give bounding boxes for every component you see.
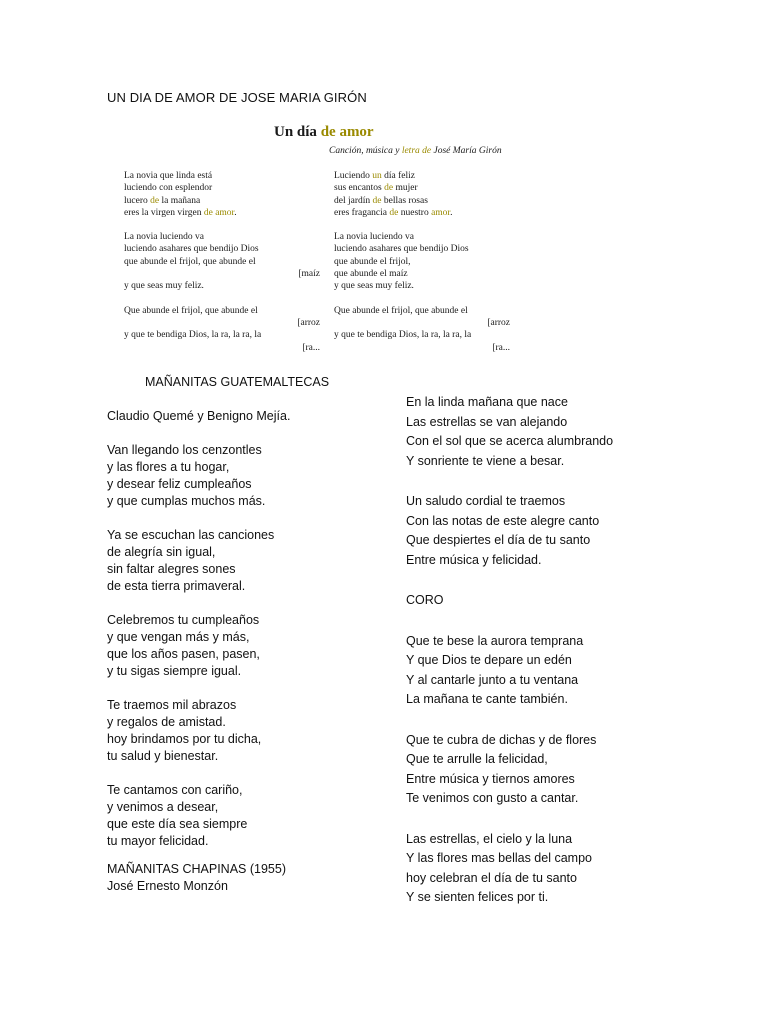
lyric-line: Y se sienten felices por ti.: [406, 890, 549, 904]
stanza-gap: [406, 570, 613, 591]
lyric-line: Que abunde el frijol, que abunde el: [124, 305, 258, 316]
stanza-gap: [107, 425, 290, 442]
lyric-segment: la mañana: [159, 195, 201, 206]
lyric-line: Y sonriente te viene a besar.: [406, 453, 565, 468]
lyric-line: Te venimos con gusto a cantar.: [406, 791, 579, 805]
scan-subtitle-part: Canción, música y: [329, 146, 402, 156]
lyric-line: Van llegando los cenzontles: [107, 443, 262, 457]
right-lyrics-column: [406, 393, 613, 908]
lyric-line: sin faltar alegres sones: [107, 562, 236, 576]
lyric-line: Te traemos mil abrazos: [107, 698, 237, 712]
scan-subtitle: [329, 146, 502, 156]
lyric-line: Celebremos tu cumpleaños: [107, 613, 260, 627]
lyric-line: La mañana te cante también.: [406, 692, 568, 706]
highlighted-word: un: [372, 171, 382, 181]
lyric-line: En la linda mañana que nace: [406, 395, 568, 409]
lyric-line: que abunde el maíz: [334, 269, 408, 280]
mananitas-chapinas-header: [107, 861, 286, 895]
lyric-segment: lucero: [124, 195, 151, 206]
stanza-gap: [406, 710, 613, 731]
scan-left-column: [124, 170, 324, 354]
scan-title-highlight: de amor: [320, 124, 374, 140]
lyric-line: La novia luciendo va: [334, 232, 414, 243]
lyric-line: luciendo asahares que bendijo Dios: [334, 244, 469, 255]
scanned-song-excerpt: [104, 114, 524, 354]
lyric-line: y que te bendiga Dios, la ra, la ra, la: [124, 330, 262, 341]
scan-right-column: [334, 170, 514, 354]
mananitas-guatemaltecas-lyrics: [107, 408, 290, 850]
lyric-line: Que te arrulle la felicidad,: [406, 752, 548, 766]
song-author: José Ernesto Monzón: [107, 879, 228, 893]
stanza-gap: [124, 219, 324, 231]
lyric-line: Entre música y felicidad.: [406, 552, 542, 567]
lyric-line: [334, 182, 514, 194]
lyric-line: Con las notas de este alegre canto: [406, 513, 600, 528]
lyric-line: y desear feliz cumpleaños: [107, 477, 252, 491]
lyric-segment: Luciendo: [334, 171, 373, 181]
lyric-line: y que vengan más y más,: [107, 630, 250, 644]
lyric-line: [334, 207, 514, 219]
scan-subtitle-part: José María Girón: [431, 146, 502, 156]
lyric-segment: .: [450, 207, 453, 218]
lyric-line: hoy brindamos por tu dicha,: [107, 732, 262, 746]
lyric-line: [334, 195, 514, 207]
lyric-line: Que despiertes el día de tu santo: [406, 533, 591, 547]
lyric-segment: nuestro: [398, 207, 432, 218]
stanza-gap: [334, 293, 514, 305]
lyric-line: [124, 207, 324, 219]
lyric-line-continuation: [arroz: [297, 317, 320, 328]
lyric-line: y que seas muy feliz.: [124, 281, 204, 292]
stanza-gap: [107, 680, 290, 697]
lyric-line: que abunde el frijol, que abunde el: [124, 256, 256, 267]
lyric-line: CORO: [406, 593, 444, 607]
lyric-line: que los años pasen, pasen,: [107, 647, 260, 661]
lyric-segment: sus encantos: [334, 183, 385, 194]
lyric-line: luciendo con esplendor: [124, 183, 213, 194]
lyric-line: Que te cubra de dichas y de flores: [406, 732, 597, 747]
stanza-gap: [406, 809, 613, 830]
lyric-line: [124, 195, 324, 207]
lyric-line: Las estrellas, el cielo y la luna: [406, 831, 573, 846]
lyric-segment: del jardín: [334, 195, 373, 206]
lyric-line: y las flores a tu hogar,: [107, 460, 230, 474]
scan-title: [274, 124, 374, 141]
scan-title-part: Un día: [274, 124, 321, 140]
highlighted-word: de: [150, 195, 160, 206]
lyric-line-continuation: [maíz: [298, 269, 320, 280]
highlighted-word: de amor: [203, 207, 235, 218]
lyric-line: y venimos a desear,: [107, 800, 219, 814]
lyric-line: Y al cantarle junto a tu ventana: [406, 672, 579, 687]
lyric-line: que este día sea siempre: [107, 817, 248, 831]
document-heading: UN DIA DE AMOR DE JOSE MARIA GIRÓN: [107, 90, 367, 105]
lyric-line: Y que Dios te depare un edén: [406, 653, 572, 667]
highlighted-word: de: [372, 195, 382, 206]
lyric-line: y que cumplas muchos más.: [107, 494, 266, 508]
lyric-line: de esta tierra primaveral.: [107, 579, 246, 593]
lyric-line: Con el sol que se acerca alumbrando: [406, 434, 614, 448]
song-authors: Claudio Quemé y Benigno Mejía.: [107, 409, 291, 423]
lyric-line: [334, 170, 514, 182]
lyric-line: La novia luciendo va: [124, 232, 204, 243]
stanza-gap: [334, 219, 514, 231]
lyric-line: Que abunde el frijol, que abunde el: [334, 305, 468, 316]
lyric-line-continuation: [ra...: [492, 342, 510, 353]
lyric-line: hoy celebran el día de tu santo: [406, 870, 577, 885]
song-title: MAÑANITAS CHAPINAS (1955): [107, 862, 286, 876]
lyric-line: y tu sigas siempre igual.: [107, 664, 242, 678]
lyric-segment: mujer: [393, 183, 418, 194]
lyric-line: luciendo asahares que bendijo Dios: [124, 244, 259, 255]
lyric-segment: bellas rosas: [381, 195, 428, 206]
mananitas-guatemaltecas-title: [145, 374, 329, 391]
lyric-segment: día feliz: [381, 171, 415, 181]
lyric-line: y que te bendiga Dios, la ra, la ra, la: [334, 330, 472, 341]
lyric-line: La novia que linda está: [124, 171, 213, 181]
lyric-line: y regalos de amistad.: [107, 715, 226, 729]
lyric-line: Que te bese la aurora temprana: [406, 633, 584, 648]
lyric-line: y que seas muy feliz.: [334, 281, 414, 292]
lyric-line: Y las flores mas bellas del campo: [406, 851, 592, 865]
song-title: MAÑANITAS GUATEMALTECAS: [145, 375, 330, 389]
lyric-line: que abunde el frijol,: [334, 256, 411, 267]
lyric-line: de alegría sin igual,: [107, 545, 216, 559]
lyric-line-continuation: [ra...: [302, 342, 320, 353]
highlighted-word: de: [389, 207, 399, 218]
stanza-gap: [406, 471, 613, 492]
highlighted-word: amor: [431, 207, 451, 218]
lyric-line: tu salud y bienestar.: [107, 749, 219, 763]
lyric-line: tu mayor felicidad.: [107, 834, 209, 848]
lyric-segment: eres la virgen virgen: [124, 207, 204, 218]
lyric-line: Las estrellas se van alejando: [406, 414, 568, 429]
lyric-line: Entre música y tiernos amores: [406, 771, 575, 786]
scan-subtitle-highlight: letra de: [401, 146, 432, 156]
stanza-gap: [107, 765, 290, 782]
lyric-segment: .: [234, 207, 237, 218]
stanza-gap: [406, 611, 613, 632]
stanza-gap: [107, 510, 290, 527]
lyric-line: Un saludo cordial te traemos: [406, 494, 566, 508]
lyric-segment: eres fragancia: [334, 207, 390, 218]
lyric-line: Ya se escuchan las canciones: [107, 528, 275, 542]
highlighted-word: de: [384, 183, 394, 194]
stanza-gap: [107, 595, 290, 612]
lyric-line-continuation: [arroz: [487, 317, 510, 328]
stanza-gap: [124, 293, 324, 305]
lyric-line: Te cantamos con cariño,: [107, 783, 243, 797]
